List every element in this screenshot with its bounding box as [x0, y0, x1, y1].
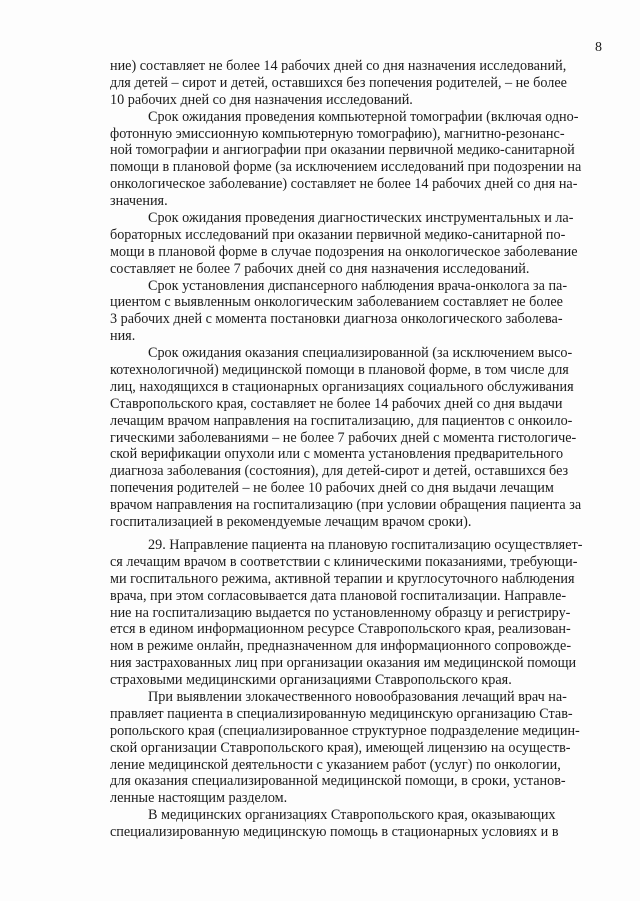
text-line: страховыми медицинскими организациями Ставропольского края. — [110, 672, 512, 689]
text-line: Ставропольского края, составляет не более 14 рабочих дней со дня выдачи — [110, 395, 563, 412]
text-line: лиц, находящихся в стационарных организациях социального обслуживания — [110, 378, 574, 395]
text-line: ся лечащим врачом в соответствии с клиническими показаниями, требующи- — [110, 553, 578, 570]
text-line: помощи в плановой форме (за исключением исследований при подозрении на — [110, 159, 582, 176]
text-line: котехнологичной) медицинской помощи в плановой форме, в том числе для — [110, 362, 569, 379]
paragraph — [110, 210, 606, 278]
text-line: ропольского края (специализированное структурное подразделение медицин- — [110, 722, 580, 739]
text-line: ния. — [110, 328, 136, 345]
paragraph — [110, 537, 606, 689]
text-line: попечения родителей – не более 10 рабочих дней со дня выдачи лечащим — [110, 480, 554, 497]
text-line: 10 рабочих дней со дня назначения исследований. — [110, 91, 413, 108]
text-line: онкологическое заболевание) составляет не более 14 рабочих дней со дня на- — [110, 176, 578, 193]
text-line: ние) составляет не более 14 рабочих дней со дня назначения исследований, — [110, 58, 567, 74]
text-line: В медицинских организациях Ставропольского края, оказывающих — [148, 807, 556, 824]
text-line: специализированную медицинскую помощь в стационарных условиях и в — [110, 824, 559, 841]
text-line: ми госпитального режима, активной терапии и круглосуточного наблюдения — [110, 570, 575, 587]
text-line: 3 рабочих дней с момента постановки диагноза онкологического заболева- — [110, 311, 563, 328]
paragraph — [110, 109, 606, 210]
text-line: гическими заболеваниями – не более 7 рабочих дней с момента гистологиче- — [110, 429, 577, 446]
text-line: Срок ожидания проведения компьютерной томографии (включая одно- — [148, 108, 579, 125]
paragraph — [110, 689, 606, 807]
paragraph — [110, 278, 606, 346]
text-line: ленные настоящим разделом. — [110, 790, 288, 807]
text-line: ном в режиме онлайн, предназначенном для информационного сопровожде- — [110, 638, 572, 655]
text-line: Срок ожидания оказания специализированной (за исключением высо- — [148, 345, 573, 362]
text-line: ской верификации опухоли или с момента установления предварительного — [110, 446, 564, 463]
text-line: для детей – сирот и детей, оставшихся без попечения родителей, – не более — [110, 74, 567, 91]
text-line: врача, при этом согласовывается дата плановой госпитализации. Направле- — [110, 587, 567, 604]
text-line: ется в едином информационном ресурсе Ставропольского края, реализован- — [110, 621, 571, 638]
text-line: ние на госпитализацию выдается по установленному образцу и регистриру- — [110, 604, 571, 621]
text-line: Срок ожидания проведения диагностических инструментальных и ла- — [148, 210, 574, 227]
paragraph — [110, 345, 606, 531]
text-line: ния застрахованных лиц при организации оказания им медицинской помощи — [110, 655, 577, 672]
text-line: Срок установления диспансерного наблюдения врача-онколога за па- — [148, 277, 568, 294]
text-line: ской организации Ставропольского края), имеющей лицензию на осуществ- — [110, 739, 571, 756]
text-line: ной томографии и ангиографии при оказании первичной медико-санитарной — [110, 142, 575, 159]
text-line: составляет не более 7 рабочих дней со дня назначения исследований. — [110, 260, 530, 277]
text-line: мощи в плановой форме в случае подозрения на онкологическое заболевание — [110, 243, 578, 260]
text-line: для оказания специализированной медицинской помощи, в сроки, установ- — [110, 773, 566, 790]
page-number: 8 — [595, 40, 602, 55]
text-line: 29. Направление пациента на плановую госпитализацию осуществляет- — [148, 536, 583, 553]
text-line: При выявлении злокачественного новообразования лечащий врач на- — [148, 688, 567, 705]
text-line: врачом направления на госпитализацию (при условии обращения пациента за — [110, 497, 582, 514]
document-body — [110, 58, 606, 841]
text-line: ление медицинской деятельности с указанием работ (услуг) по онкологии, — [110, 756, 561, 773]
text-line: правляет пациента в специализированную медицинскую организацию Став- — [110, 705, 573, 722]
paragraph — [110, 807, 606, 841]
text-line: значения. — [110, 193, 168, 210]
text-line: бораторных исследований при оказании первичной медико-санитарной по- — [110, 226, 566, 243]
text-line: фотонную эмиссионную компьютерную томографию), магнитно-резонанс- — [110, 125, 565, 142]
text-line: циентом с выявленным онкологическим заболеванием составляет не более — [110, 294, 563, 311]
paragraph — [110, 58, 606, 109]
text-line: лечащим врачом направления на госпитализацию, для пациентов с онкоило- — [110, 412, 573, 429]
text-line: госпитализацией в рекомендуемые лечащим врачом сроки). — [110, 514, 472, 531]
text-line: диагноза заболевания (состояния), для детей-сирот и детей, оставшихся без — [110, 463, 569, 480]
